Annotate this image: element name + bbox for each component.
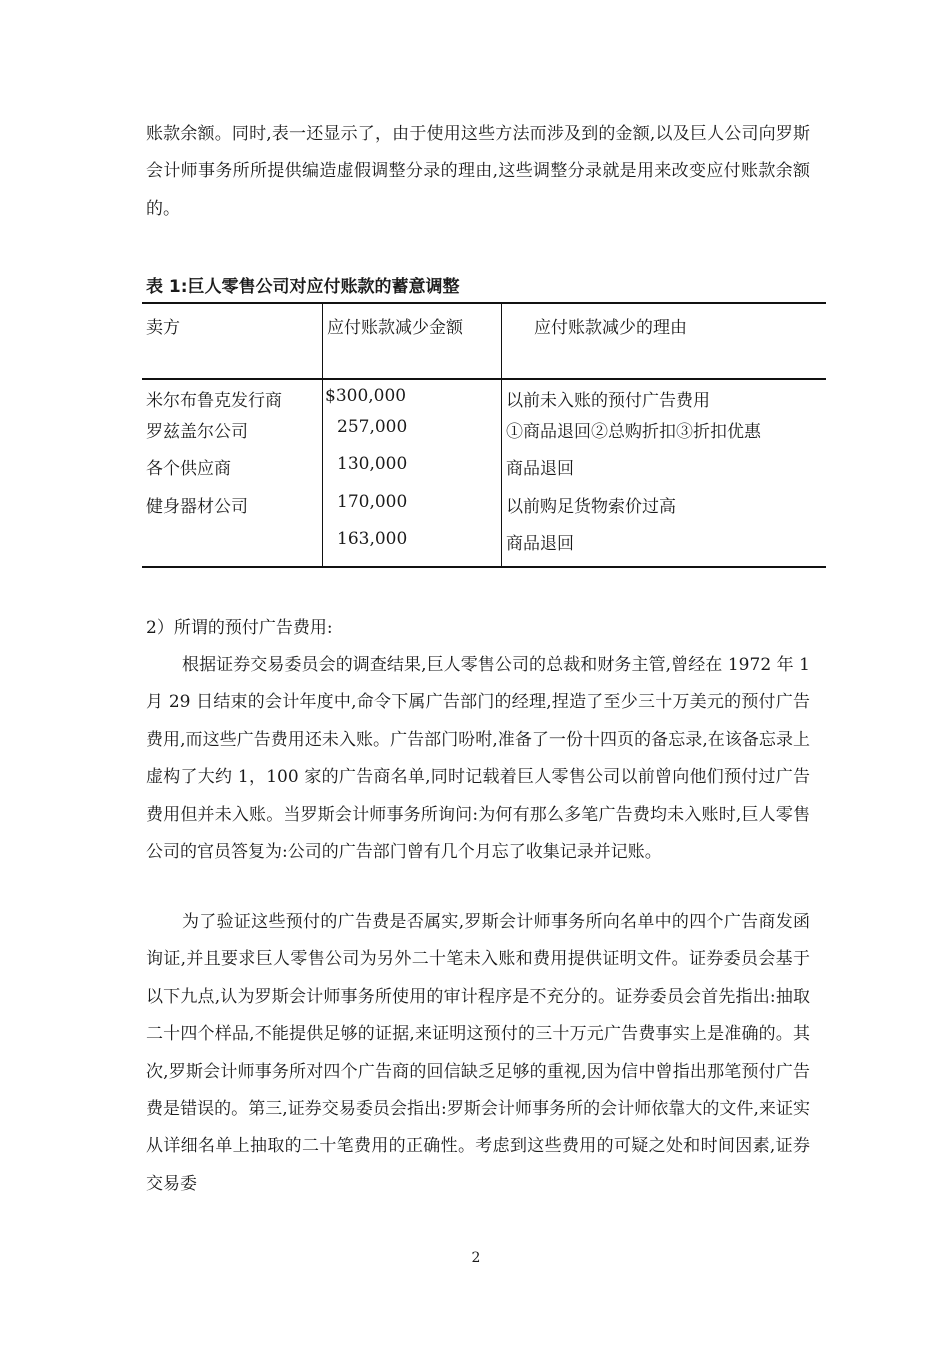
table-row xyxy=(142,492,826,530)
table-row xyxy=(142,454,826,492)
amount-cell: 163,000 xyxy=(323,529,502,567)
vendor-cell: 米尔布鲁克发行商 xyxy=(146,391,282,411)
amount-cell: $300,000 xyxy=(323,379,502,417)
header-amount: 应付账款减少金额 xyxy=(323,303,502,379)
reason-cell: 以前未入账的预付广告费用 xyxy=(502,379,827,417)
table-row xyxy=(142,417,826,455)
body-paragraph: 根据证券交易委员会的调查结果,巨人零售公司的总裁和财务主管,曾经在 1972 年 1 月 29 日结束的会计年度中,命令下属广告部门的经理,捏造了至少三十万美元的预付广告费用,而这些广告费用还未入账。广告部门吩咐,准备了一份十四页的备忘录,在该备忘录上虚构了大约 1，100 家的广告商名单,同时记载着巨人零售公司以前曾向他们预付过广告费用但并未入账。当罗斯会计师事务所询问:为何有那么多笔广告费均未入账时,巨人零售公司的官员答复为:公司的广告部门曾有几个月忘了收集记录并记账。 xyxy=(146,655,810,863)
table-row xyxy=(142,379,826,417)
adjustments-table xyxy=(142,302,826,568)
vendor-cell: 健身器材公司 xyxy=(146,496,248,517)
amount-cell: 170,000 xyxy=(323,492,502,530)
intro-paragraph: 账款余额。同时,表一还显示了，由于使用这些方法而涉及到的金额,以及巨人公司向罗斯会计师事务所所提供编造虚假调整分录的理由,这些调整分录就是用来改变应付账款余额的。 xyxy=(146,124,810,219)
header-vendor: 卖方 xyxy=(146,318,180,338)
page-number: 2 xyxy=(471,1250,481,1266)
vendor-cell xyxy=(142,529,323,567)
body-paragraph: 为了验证这些预付的广告费是否属实,罗斯会计师事务所向名单中的四个广告商发函询证,并且要求巨人零售公司为另外二十笔未入账和费用提供证明文件。证券委员会基于以下九点,认为罗斯会计师事务所使用的审计程序是不充分的。证券委员会首先指出:抽取二十四个样品,不能提供足够的证据,来证明这预付的三十万元广告费事实上是准确的。其次,罗斯会计师事务所对四个广告商的回信缺乏足够的重视,因为信中曾指出那笔预付广告费是错误的。第三,证券交易委员会指出:罗斯会计师事务所的会计师依靠大的文件,来证实从详细名单上抽取的二十笔费用的正确性。考虑到这些费用的可疑之处和时间因素,证券交易委 xyxy=(146,912,810,1194)
reason-cell: ①商品退回②总购折扣③折扣优惠 xyxy=(502,417,827,455)
section-heading: 2）所谓的预付广告费用: xyxy=(146,618,333,638)
reason-cell: 商品退回 xyxy=(502,529,827,567)
amount-cell: 257,000 xyxy=(323,417,502,455)
header-reason: 应付账款减少的理由 xyxy=(502,303,827,379)
vendor-cell: 罗兹盖尔公司 xyxy=(146,421,248,442)
table-title: 表 1:巨人零售公司对应付账款的蓄意调整 xyxy=(146,277,460,297)
table-row xyxy=(142,529,826,567)
reason-cell: 以前购足货物索价过高 xyxy=(502,492,827,530)
table-header-row xyxy=(142,303,826,379)
reason-cell: 商品退回 xyxy=(502,454,827,492)
vendor-cell: 各个供应商 xyxy=(146,459,231,479)
amount-cell: 130,000 xyxy=(323,454,502,492)
